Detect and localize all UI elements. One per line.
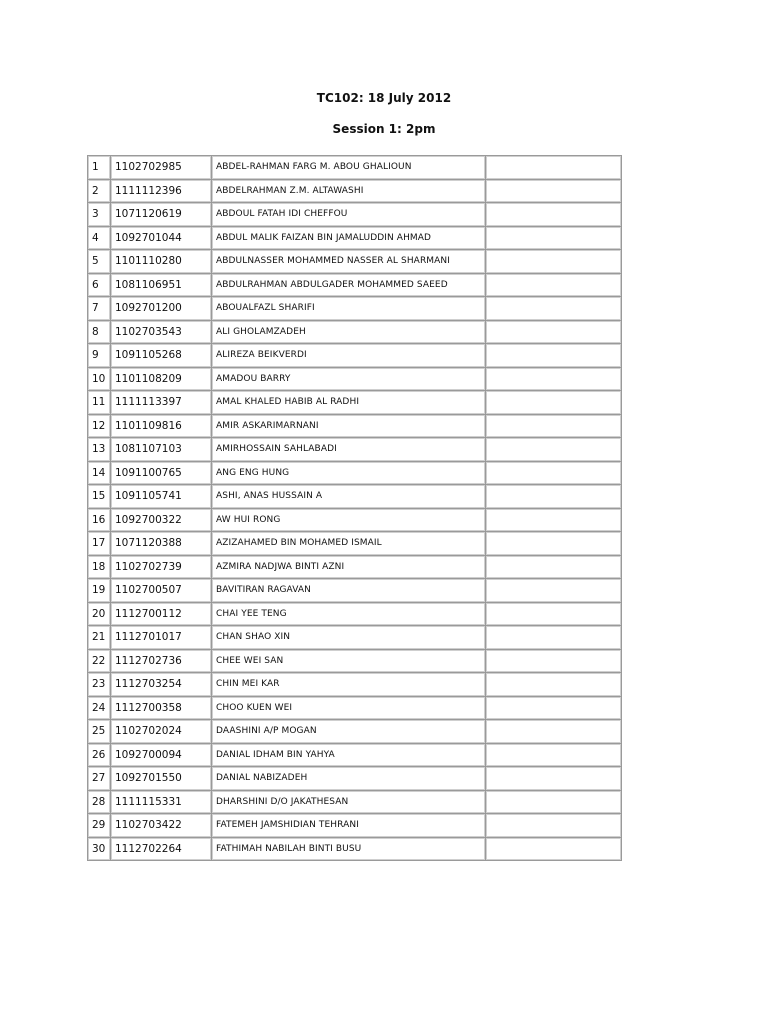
signature-cell [486, 555, 622, 579]
signature-cell [486, 203, 622, 227]
student-id-cell: 1112703254 [111, 673, 212, 697]
table-row [88, 696, 622, 720]
table-row [88, 367, 622, 391]
signature-cell [486, 696, 622, 720]
row-number-cell: 11 [88, 391, 111, 415]
signature-cell [486, 438, 622, 462]
table-row [88, 461, 622, 485]
student-id-cell: 1112700358 [111, 696, 212, 720]
row-number-cell: 28 [88, 790, 111, 814]
row-number-cell: 13 [88, 438, 111, 462]
signature-cell [486, 720, 622, 744]
student-name-cell: ABDOUL FATAH IDI CHEFFOU [212, 203, 486, 227]
table-row [88, 226, 622, 250]
row-number-cell: 23 [88, 673, 111, 697]
table-row [88, 579, 622, 603]
row-number-cell: 17 [88, 532, 111, 556]
student-roster-table [87, 155, 622, 861]
student-name-cell: CHEE WEI SAN [212, 649, 486, 673]
student-name-cell: CHOO KUEN WEI [212, 696, 486, 720]
student-id-cell: 1112702736 [111, 649, 212, 673]
row-number-cell: 14 [88, 461, 111, 485]
table-row [88, 179, 622, 203]
table-row [88, 767, 622, 791]
student-id-cell: 1101110280 [111, 250, 212, 274]
row-number-cell: 29 [88, 814, 111, 838]
signature-cell [486, 156, 622, 180]
page-title: TC102: 18 July 2012 [316, 91, 452, 105]
student-name-cell: AZMIRA NADJWA BINTI AZNI [212, 555, 486, 579]
student-name-cell: ABOUALFAZL SHARIFI [212, 297, 486, 321]
row-number-cell: 1 [88, 156, 111, 180]
table-row [88, 320, 622, 344]
student-id-cell: 1111113397 [111, 391, 212, 415]
row-number-cell: 6 [88, 273, 111, 297]
student-name-cell: DAASHINI A/P MOGAN [212, 720, 486, 744]
student-id-cell: 1081107103 [111, 438, 212, 462]
signature-cell [486, 837, 622, 861]
row-number-cell: 12 [88, 414, 111, 438]
row-number-cell: 9 [88, 344, 111, 368]
student-name-cell: AMADOU BARRY [212, 367, 486, 391]
signature-cell [486, 673, 622, 697]
student-name-cell: ASHI, ANAS HUSSAIN A [212, 485, 486, 509]
student-id-cell: 1101109816 [111, 414, 212, 438]
table-row [88, 203, 622, 227]
student-name-cell: ABDUL MALIK FAIZAN BIN JAMALUDDIN AHMAD [212, 226, 486, 250]
table-row [88, 485, 622, 509]
table-row [88, 814, 622, 838]
row-number-cell: 2 [88, 179, 111, 203]
table-row [88, 297, 622, 321]
signature-cell [486, 508, 622, 532]
session-subtitle: Session 1: 2pm [332, 122, 436, 136]
signature-cell [486, 391, 622, 415]
table-row [88, 626, 622, 650]
row-number-cell: 3 [88, 203, 111, 227]
student-name-cell: CHIN MEI KAR [212, 673, 486, 697]
student-name-cell: CHAI YEE TENG [212, 602, 486, 626]
student-id-cell: 1102702739 [111, 555, 212, 579]
signature-cell [486, 297, 622, 321]
signature-cell [486, 320, 622, 344]
student-name-cell: AMIR ASKARIMARNANI [212, 414, 486, 438]
student-name-cell: ALI GHOLAMZADEH [212, 320, 486, 344]
student-name-cell: AMAL KHALED HABIB AL RADHI [212, 391, 486, 415]
signature-cell [486, 461, 622, 485]
row-number-cell: 27 [88, 767, 111, 791]
table-row [88, 602, 622, 626]
table-row [88, 273, 622, 297]
student-id-cell: 1101108209 [111, 367, 212, 391]
student-name-cell: ABDULRAHMAN ABDULGADER MOHAMMED SAEED [212, 273, 486, 297]
table-row [88, 673, 622, 697]
table-row [88, 438, 622, 462]
student-id-cell: 1091105268 [111, 344, 212, 368]
student-id-cell: 1112702264 [111, 837, 212, 861]
signature-cell [486, 602, 622, 626]
signature-cell [486, 790, 622, 814]
table-row [88, 720, 622, 744]
row-number-cell: 8 [88, 320, 111, 344]
table-row [88, 532, 622, 556]
student-id-cell: 1091100765 [111, 461, 212, 485]
student-id-cell: 1102703543 [111, 320, 212, 344]
student-name-cell: ALIREZA BEIKVERDI [212, 344, 486, 368]
signature-cell [486, 273, 622, 297]
signature-cell [486, 767, 622, 791]
student-name-cell: ANG ENG HUNG [212, 461, 486, 485]
student-name-cell: FATEMEH JAMSHIDIAN TEHRANI [212, 814, 486, 838]
row-number-cell: 4 [88, 226, 111, 250]
student-id-cell: 1091105741 [111, 485, 212, 509]
student-id-cell: 1102700507 [111, 579, 212, 603]
row-number-cell: 26 [88, 743, 111, 767]
table-row [88, 156, 622, 180]
signature-cell [486, 743, 622, 767]
signature-cell [486, 649, 622, 673]
student-id-cell: 1102703422 [111, 814, 212, 838]
student-name-cell: AMIRHOSSAIN SAHLABADI [212, 438, 486, 462]
signature-cell [486, 414, 622, 438]
signature-cell [486, 485, 622, 509]
student-name-cell: AZIZAHAMED BIN MOHAMED ISMAIL [212, 532, 486, 556]
signature-cell [486, 226, 622, 250]
student-id-cell: 1092700094 [111, 743, 212, 767]
table-row [88, 250, 622, 274]
signature-cell [486, 250, 622, 274]
table-row [88, 344, 622, 368]
signature-cell [486, 367, 622, 391]
student-id-cell: 1111115331 [111, 790, 212, 814]
student-id-cell: 1102702985 [111, 156, 212, 180]
row-number-cell: 19 [88, 579, 111, 603]
signature-cell [486, 579, 622, 603]
signature-cell [486, 179, 622, 203]
student-name-cell: ABDEL-RAHMAN FARG M. ABOU GHALIOUN [212, 156, 486, 180]
student-name-cell: ABDELRAHMAN Z.M. ALTAWASHI [212, 179, 486, 203]
row-number-cell: 18 [88, 555, 111, 579]
student-name-cell: DANIAL IDHAM BIN YAHYA [212, 743, 486, 767]
student-id-cell: 1092701044 [111, 226, 212, 250]
student-id-cell: 1092701200 [111, 297, 212, 321]
student-name-cell: AW HUI RONG [212, 508, 486, 532]
student-id-cell: 1102702024 [111, 720, 212, 744]
student-id-cell: 1092700322 [111, 508, 212, 532]
student-id-cell: 1081106951 [111, 273, 212, 297]
student-id-cell: 1092701550 [111, 767, 212, 791]
table-row [88, 790, 622, 814]
row-number-cell: 16 [88, 508, 111, 532]
signature-cell [486, 344, 622, 368]
table-row [88, 837, 622, 861]
student-name-cell: FATHIMAH NABILAH BINTI BUSU [212, 837, 486, 861]
row-number-cell: 24 [88, 696, 111, 720]
student-id-cell: 1112701017 [111, 626, 212, 650]
table-row [88, 414, 622, 438]
student-name-cell: CHAN SHAO XIN [212, 626, 486, 650]
table-row [88, 508, 622, 532]
row-number-cell: 22 [88, 649, 111, 673]
student-name-cell: BAVITIRAN RAGAVAN [212, 579, 486, 603]
student-id-cell: 1111112396 [111, 179, 212, 203]
student-name-cell: DANIAL NABIZADEH [212, 767, 486, 791]
student-id-cell: 1071120619 [111, 203, 212, 227]
table-row [88, 743, 622, 767]
row-number-cell: 15 [88, 485, 111, 509]
row-number-cell: 21 [88, 626, 111, 650]
table-row [88, 555, 622, 579]
roster-body [88, 156, 622, 861]
row-number-cell: 7 [88, 297, 111, 321]
row-number-cell: 30 [88, 837, 111, 861]
signature-cell [486, 532, 622, 556]
row-number-cell: 5 [88, 250, 111, 274]
signature-cell [486, 814, 622, 838]
row-number-cell: 10 [88, 367, 111, 391]
signature-cell [486, 626, 622, 650]
table-row [88, 649, 622, 673]
student-id-cell: 1071120388 [111, 532, 212, 556]
student-name-cell: DHARSHINI D/O JAKATHESAN [212, 790, 486, 814]
table-row [88, 391, 622, 415]
student-id-cell: 1112700112 [111, 602, 212, 626]
student-name-cell: ABDULNASSER MOHAMMED NASSER AL SHARMANI [212, 250, 486, 274]
row-number-cell: 25 [88, 720, 111, 744]
row-number-cell: 20 [88, 602, 111, 626]
